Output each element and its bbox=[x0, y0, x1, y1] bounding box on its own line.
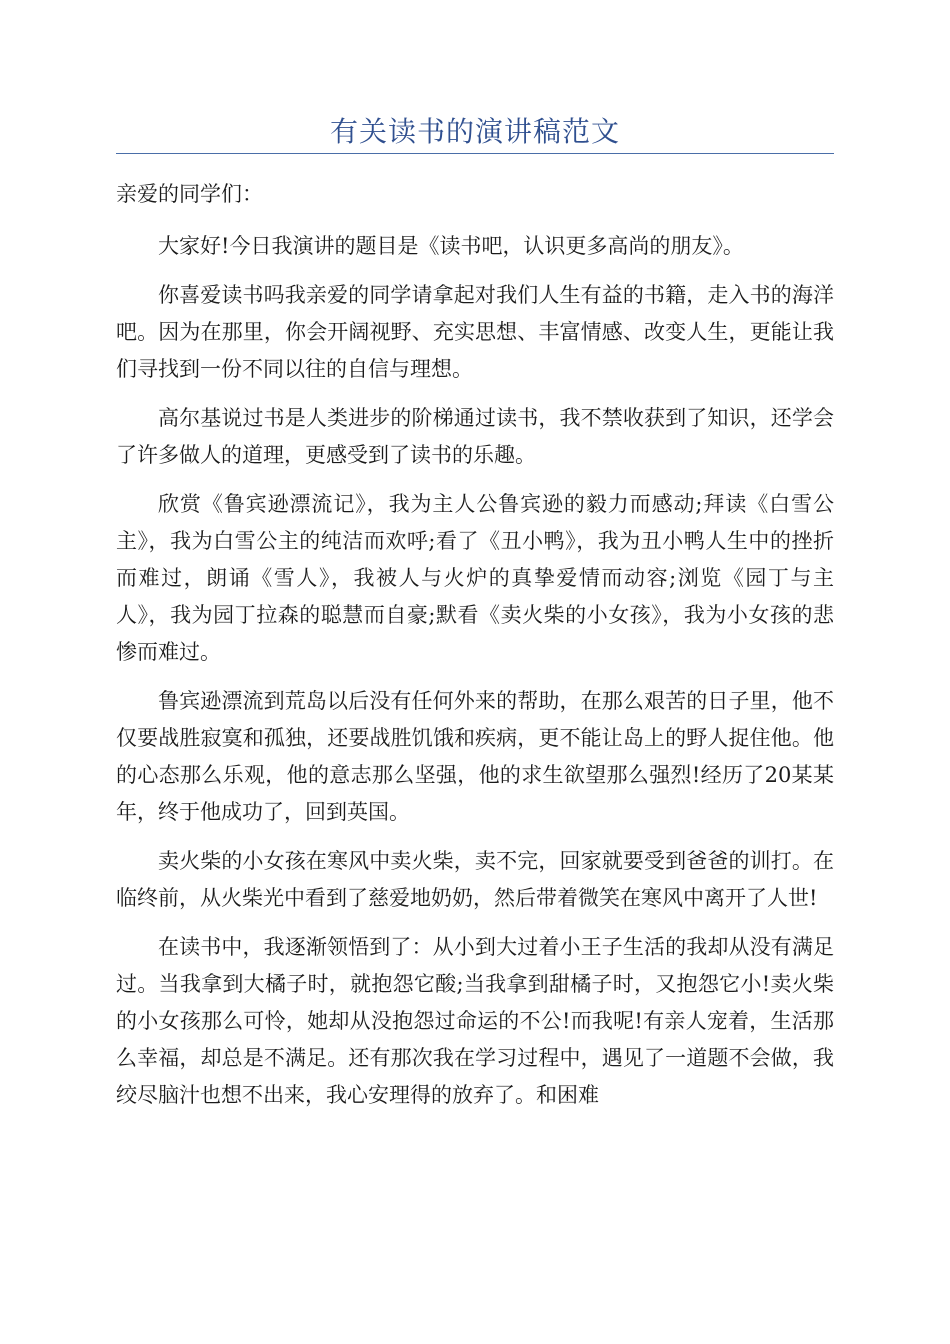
paragraph-books-read: 欣赏《鲁宾逊漂流记》，我为主人公鲁宾逊的毅力而感动;拜读《白雪公主》，我为白雪公主的纯洁而欢呼;看了《丑小鸭》，我为丑小鸭人生中的挫折而难过，朗诵《雪人》，我被人与火炉的真挚爱情而动容;浏览《园丁与主人》，我为园丁拉森的聪慧而自豪;默看《卖火柴的小女孩》，我为小女孩的悲惨而难过。 bbox=[116, 492, 834, 664]
title-underline bbox=[116, 153, 834, 154]
paragraph-robinson: 鲁宾逊漂流到荒岛以后没有任何外来的帮助，在那么艰苦的日子里，他不仅要战胜寂寞和孤独，还要战胜饥饿和疾病，更不能让岛上的野人捉住他。他的心态那么乐观，他的意志那么坚强，他的求生欲望那么强烈!经历了20某某年，终于他成功了，回到英国。 bbox=[116, 689, 834, 824]
paragraph-match-girl: 卖火柴的小女孩在寒风中卖火柴，卖不完，回家就要受到爸爸的训打。在临终前，从火柴光中看到了慈爱地奶奶，然后带着微笑在寒风中离开了人世! bbox=[116, 849, 834, 910]
document-title: 有关读书的演讲稿范文 bbox=[329, 115, 620, 148]
paragraph-greeting: 大家好!今日我演讲的题目是《读书吧，认识更多高尚的朋友》。 bbox=[158, 234, 744, 258]
paragraph-realization: 在读书中，我逐渐领悟到了：从小到大过着小王子生活的我却从没有满足过。当我拿到大橘子时，就抱怨它酸;当我拿到甜橘子时，又抱怨它小!卖火柴的小女孩那么可怜，她却从没抱怨过命运的不公!而我呢!有亲人宠着，生活那么幸福，却总是不满足。还有那次我在学习过程中，遇见了一道题不会做，我绞尽脑汁也想不出来，我心安理得的放弃了。和困难 bbox=[116, 935, 834, 1107]
paragraph-gorky-quote: 高尔基说过书是人类进步的阶梯通过读书，我不禁收获到了知识，还学会了许多做人的道理，更感受到了读书的乐趣。 bbox=[116, 406, 834, 467]
document-body bbox=[116, 176, 834, 1126]
salutation: 亲爱的同学们： bbox=[116, 182, 263, 206]
paragraph-love-reading: 你喜爱读书吗我亲爱的同学请拿起对我们人生有益的书籍，走入书的海洋吧。因为在那里，你会开阔视野、充实思想、丰富情感、改变人生，更能让我们寻找到一份不同以往的自信与理想。 bbox=[116, 283, 834, 381]
